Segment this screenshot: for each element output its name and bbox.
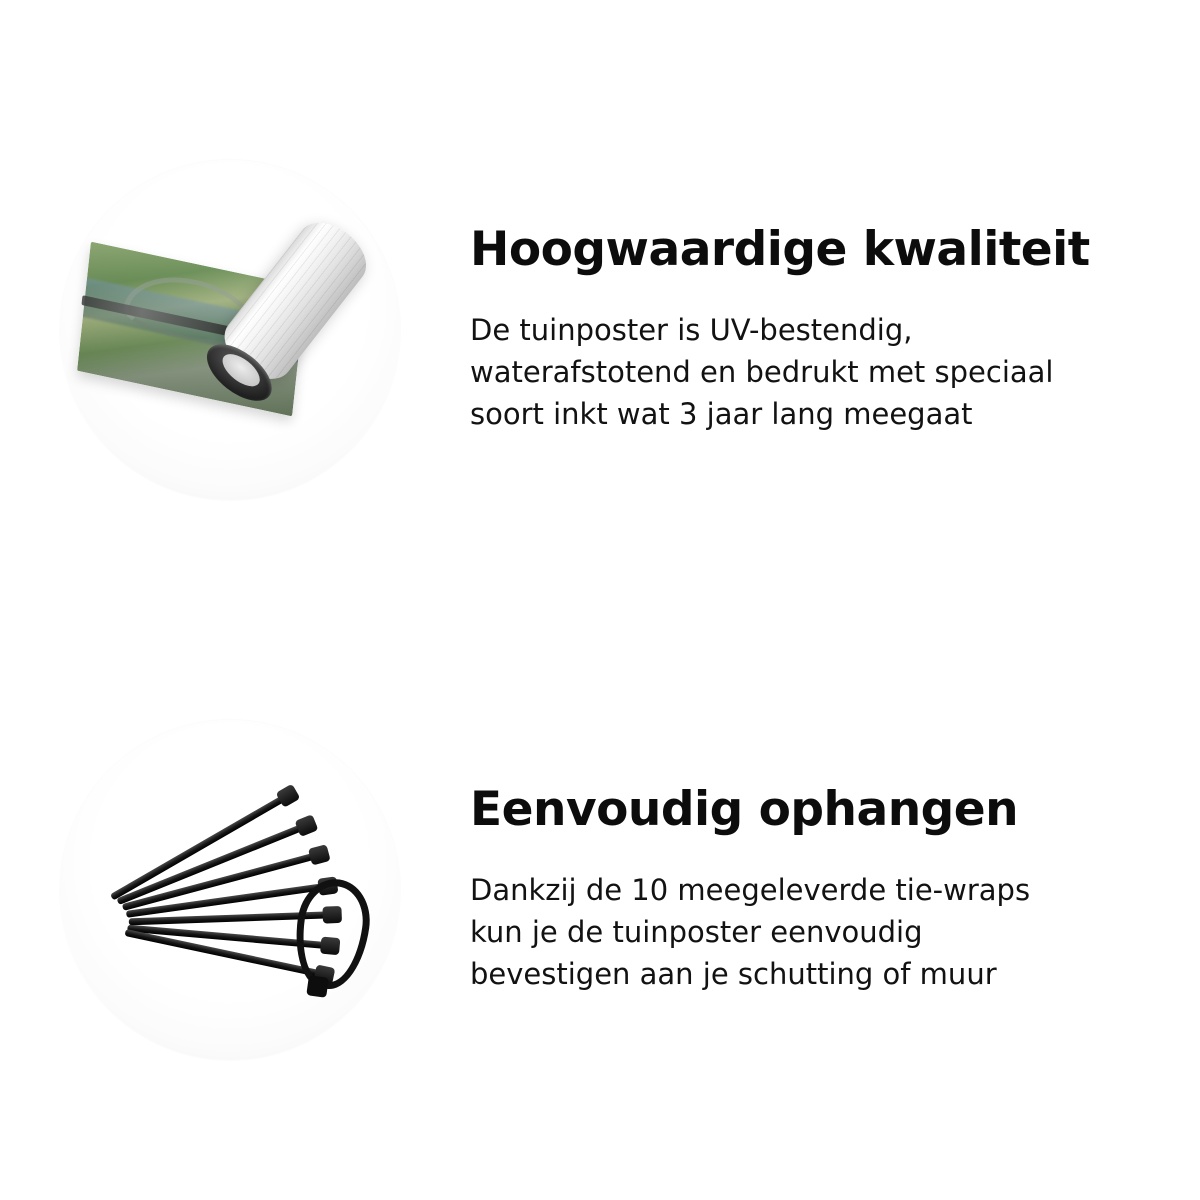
feature-heading-quality: Hoogwaardige kwaliteit [470,222,1090,278]
feature-block-hanging [0,680,1200,1100]
feature-body-line: waterafstotend en bedrukt met speciaal [470,354,1054,389]
feature-body-line: bevestigen aan je schutting of muur [470,956,997,991]
feature-copy-hanging [460,782,1200,994]
feature-body-hanging [470,869,1160,995]
feature-body-line: Dankzij de 10 meegeleverde tie-wraps [470,872,1031,907]
feature-heading-hanging: Eenvoudig ophangen [470,782,1019,838]
rolled-garden-poster-icon [80,215,380,445]
feature-image-hanging [0,680,460,1100]
feature-body-line: soort inkt wat 3 jaar lang meegaat [470,396,973,431]
poster-roll [183,197,400,439]
feature-image-quality [0,120,460,540]
image-circle-backdrop [60,160,400,500]
feature-body-line: kun je de tuinposter eenvoudig [470,914,923,949]
feature-body-line: De tuinposter is UV-bestendig, [470,312,913,347]
feature-block-quality [0,120,1200,540]
feature-body-quality [470,309,1160,435]
tie-wraps-icon [80,775,380,1005]
feature-copy-quality [460,222,1200,434]
image-circle-backdrop [60,720,400,1060]
